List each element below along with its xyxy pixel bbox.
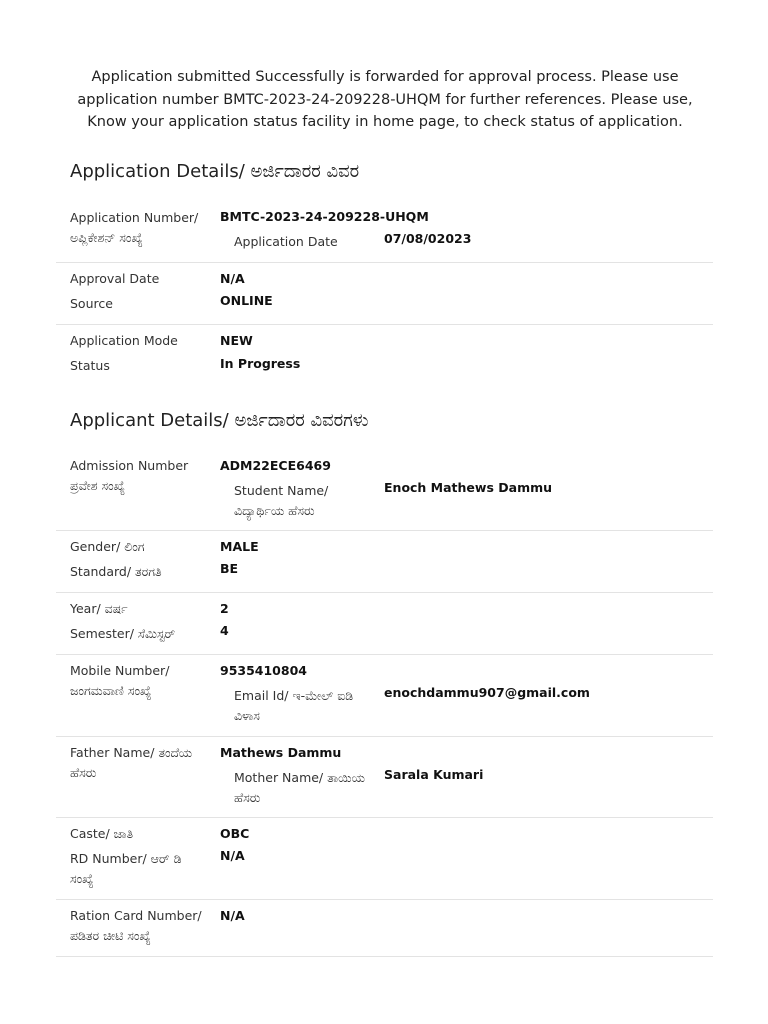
approval-date-label: Approval Date (70, 271, 160, 286)
mobile-number-value: 9535410804 (220, 663, 307, 678)
application-number-value: BMTC-2023-24-209228-UHQM (220, 209, 429, 224)
application-date-value: 07/08/02023 (384, 231, 472, 246)
father-name-label: Father Name/ ತಂದೆಯ ಹೆಸರು (70, 745, 193, 780)
gender-label: Gender/ ಲಿಂಗ (70, 539, 145, 554)
year-value: 2 (220, 601, 229, 616)
ration-card-value: N/A (220, 908, 245, 923)
approval-date-value: N/A (220, 271, 245, 286)
email-value: enochdammu907@gmail.com (384, 685, 590, 700)
table-row (56, 531, 713, 593)
application-mode-value: NEW (220, 333, 253, 348)
source-label: Source (70, 296, 113, 311)
status-value: In Progress (220, 356, 301, 371)
caste-label: Caste/ ಜಾತಿ (70, 826, 134, 841)
status-label: Status (70, 358, 110, 373)
standard-value: BE (220, 561, 239, 576)
mobile-number-label: Mobile Number/ ಜಂಗಮವಾಣಿ ಸಂಖ್ಯೆ (70, 663, 170, 698)
admission-number-label: Admission Number ಪ್ರವೇಶ ಸಂಖ್ಯೆ (70, 458, 189, 493)
student-name-label: Student Name/ ವಿದ್ಯಾರ್ಥಿಯ ಹೆಸರು (234, 483, 329, 518)
application-details-table (56, 200, 713, 386)
mother-name-label: Mother Name/ ತಾಯಿಯ ಹೆಸರು (234, 770, 365, 805)
ration-card-label: Ration Card Number/ ಪಡಿತರ ಚೀಟಿ ಸಂಖ್ಯೆ (70, 908, 202, 943)
success-notice: Application submitted Successfully is forwarded for approval process. Please use application number BMTC-2023-24-209228-UHQM for further references. Please use, Know your application status facility in home page, to check status of application. (77, 69, 693, 130)
application-date-label: Application Date (234, 234, 338, 249)
table-row (56, 900, 713, 957)
admission-number-value: ADM22ECE6469 (220, 458, 331, 473)
year-label: Year/ ವರ್ಷ (70, 601, 128, 616)
semester-value: 4 (220, 623, 229, 638)
source-value: ONLINE (220, 293, 273, 308)
applicant-details-table (56, 448, 713, 957)
rd-number-label: RD Number/ ಆರ್ ಡಿ ಸಂಖ್ಯೆ (70, 851, 182, 886)
table-row (56, 818, 713, 900)
table-row (56, 263, 713, 325)
applicant-details-heading: Applicant Details/ ಅರ್ಜಿದಾರರ ವಿವರಗಳು (70, 410, 369, 431)
standard-label: Standard/ ತರಗತಿ (70, 564, 162, 579)
semester-label: Semester/ ಸೆಮಿಸ್ಟರ್ (70, 626, 176, 641)
table-row (56, 200, 713, 263)
email-label: Email Id/ ಇ-ಮೇಲ್ ಐಡಿ ವಿಳಾಸ (234, 688, 354, 723)
table-row (56, 325, 713, 386)
student-name-value: Enoch Mathews Dammu (384, 480, 553, 495)
caste-value: OBC (220, 826, 250, 841)
application-mode-label: Application Mode (70, 333, 178, 348)
application-details-heading: Application Details/ ಅರ್ಜಿದಾರರ ವಿವರ (70, 161, 360, 182)
table-row (56, 737, 713, 818)
table-row (56, 655, 713, 737)
table-row (56, 593, 713, 655)
rd-number-value: N/A (220, 848, 245, 863)
table-row (56, 448, 713, 531)
father-name-value: Mathews Dammu (220, 745, 342, 760)
gender-value: MALE (220, 539, 259, 554)
mother-name-value: Sarala Kumari (384, 767, 484, 782)
application-number-label: Application Number/ ಅಪ್ಲಿಕೇಶನ್ ಸಂಖ್ಯೆ (70, 210, 199, 245)
